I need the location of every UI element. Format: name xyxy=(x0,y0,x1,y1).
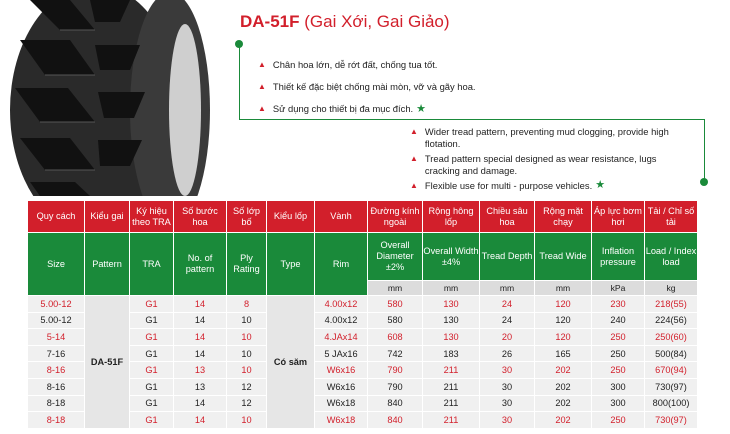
cell-pressure: 250 xyxy=(592,329,645,346)
cell-ply: 12 xyxy=(227,395,267,412)
unit-pressure: kPa xyxy=(592,281,645,296)
cell-no-pattern: 14 xyxy=(174,312,227,329)
cell-diameter: 790 xyxy=(368,378,423,395)
cell-wide: 202 xyxy=(535,362,592,379)
type-merged-cell: Có săm xyxy=(267,296,315,429)
unit-depth: mm xyxy=(480,281,535,296)
cell-depth: 30 xyxy=(480,378,535,395)
cell-no-pattern: 14 xyxy=(174,345,227,362)
header-en-size: Size xyxy=(28,233,85,296)
cell-depth: 24 xyxy=(480,296,535,313)
cell-rim: 4.JAx14 xyxy=(315,329,368,346)
spec-table xyxy=(27,200,698,429)
cell-load: 670(94) xyxy=(645,362,698,379)
cell-ply: 10 xyxy=(227,329,267,346)
cell-depth: 30 xyxy=(480,395,535,412)
cell-tra: G1 xyxy=(130,296,174,313)
cell-wide: 120 xyxy=(535,296,592,313)
cell-size: 5-14 xyxy=(28,329,85,346)
spec-table-body xyxy=(28,296,698,429)
cell-load: 224(56) xyxy=(645,312,698,329)
cell-ply: 10 xyxy=(227,345,267,362)
cell-depth: 30 xyxy=(480,362,535,379)
cell-rim: W6x18 xyxy=(315,395,368,412)
cell-diameter: 840 xyxy=(368,395,423,412)
header-vi-pattern: Kiểu gai xyxy=(85,201,130,233)
cell-width: 130 xyxy=(423,329,480,346)
cell-diameter: 840 xyxy=(368,412,423,429)
cell-rim: W6x16 xyxy=(315,378,368,395)
cell-tra: G1 xyxy=(130,412,174,429)
feature-vi-2: ▲ Thiết kế đặc biệt chống mài mòn, vỡ và gãy hoa. xyxy=(258,81,476,92)
header-vi-pressure: Áp lực bơm hơi xyxy=(592,201,645,233)
unit-diameter: mm xyxy=(368,281,423,296)
cell-wide: 202 xyxy=(535,412,592,429)
cell-rim: 5 JAx16 xyxy=(315,345,368,362)
table-row xyxy=(28,296,698,313)
cell-tra: G1 xyxy=(130,312,174,329)
header-vi-depth: Chiều sâu hoa xyxy=(480,201,535,233)
red-triangle-icon: ▲ xyxy=(410,127,418,136)
cell-load: 218(55) xyxy=(645,296,698,313)
header-vi-rim: Vành xyxy=(315,201,368,233)
connector-dot-top xyxy=(235,40,243,48)
cell-depth: 24 xyxy=(480,312,535,329)
cell-wide: 165 xyxy=(535,345,592,362)
header-en-pattern: Pattern xyxy=(85,233,130,296)
cell-width: 130 xyxy=(423,296,480,313)
cell-size: 5.00-12 xyxy=(28,312,85,329)
cell-size: 8-16 xyxy=(28,362,85,379)
feature-en-1: ▲ Wider tread pattern, preventing mud clogging, provide high flotation. xyxy=(410,126,669,149)
cell-wide: 120 xyxy=(535,312,592,329)
green-star-icon: ★ xyxy=(416,103,427,115)
unit-width: mm xyxy=(423,281,480,296)
header-row-english xyxy=(28,233,698,281)
red-triangle-icon: ▲ xyxy=(410,154,418,163)
header-row-vietnamese xyxy=(28,201,698,233)
header-en-depth: Tread Depth xyxy=(480,233,535,281)
features-english xyxy=(410,126,710,196)
cell-width: 211 xyxy=(423,362,480,379)
cell-ply: 8 xyxy=(227,296,267,313)
header-en-wide: Tread Wide xyxy=(535,233,592,281)
cell-pressure: 250 xyxy=(592,412,645,429)
cell-wide: 202 xyxy=(535,378,592,395)
red-triangle-icon: ▲ xyxy=(258,82,266,91)
cell-rim: W6x16 xyxy=(315,362,368,379)
cell-tra: G1 xyxy=(130,395,174,412)
model-name: DA-51F xyxy=(240,12,300,31)
cell-no-pattern: 14 xyxy=(174,412,227,429)
cell-size: 8-18 xyxy=(28,395,85,412)
tire-image xyxy=(0,0,220,196)
cell-size: 7-16 xyxy=(28,345,85,362)
header-vi-diameter: Đường kính ngoài xyxy=(368,201,423,233)
feature-vi-1: ▲ Chân hoa lớn, dễ rớt đất, chống tua tốt. xyxy=(258,59,438,70)
cell-load: 800(100) xyxy=(645,395,698,412)
unit-wide: mm xyxy=(535,281,592,296)
connector-line-top xyxy=(239,44,241,119)
red-triangle-icon: ▲ xyxy=(258,104,266,113)
header-en-width: Overall Width ±4% xyxy=(423,233,480,281)
cell-tra: G1 xyxy=(130,378,174,395)
cell-ply: 10 xyxy=(227,412,267,429)
header-en-ply: Ply Rating xyxy=(227,233,267,296)
header-en-diameter: Overall Diameter ±2% xyxy=(368,233,423,281)
green-star-icon: ★ xyxy=(595,179,606,191)
cell-no-pattern: 13 xyxy=(174,362,227,379)
cell-depth: 26 xyxy=(480,345,535,362)
cell-width: 130 xyxy=(423,312,480,329)
cell-tra: G1 xyxy=(130,329,174,346)
cell-load: 730(97) xyxy=(645,412,698,429)
header-vi-size: Quy cách xyxy=(28,201,85,233)
cell-wide: 202 xyxy=(535,395,592,412)
cell-tra: G1 xyxy=(130,362,174,379)
header-en-type: Type xyxy=(267,233,315,296)
header-en-pressure: Inflation pressure xyxy=(592,233,645,281)
header-vi-tra: Ký hiệu theo TRA xyxy=(130,201,174,233)
header-en-rim: Rim xyxy=(315,233,368,296)
unit-load: kg xyxy=(645,281,698,296)
header-vi-type: Kiểu lốp xyxy=(267,201,315,233)
header-en-load: Load / Index load xyxy=(645,233,698,281)
header-vi-wide: Rộng mặt chạy xyxy=(535,201,592,233)
cell-size: 8-16 xyxy=(28,378,85,395)
cell-pressure: 300 xyxy=(592,378,645,395)
header-vi-width: Rộng hông lốp xyxy=(423,201,480,233)
cell-diameter: 790 xyxy=(368,362,423,379)
header-vi-ply: Số lớp bố xyxy=(227,201,267,233)
cell-ply: 12 xyxy=(227,378,267,395)
header-vi-load: Tải / Chỉ số tải xyxy=(645,201,698,233)
cell-wide: 120 xyxy=(535,329,592,346)
cell-no-pattern: 13 xyxy=(174,378,227,395)
cell-width: 211 xyxy=(423,412,480,429)
cell-no-pattern: 14 xyxy=(174,395,227,412)
header-en-no-pattern: No. of pattern xyxy=(174,233,227,296)
cell-size: 8-18 xyxy=(28,412,85,429)
cell-no-pattern: 14 xyxy=(174,329,227,346)
pattern-merged-cell: DA-51F xyxy=(85,296,130,429)
header-vi-no-pattern: Số bước hoa xyxy=(174,201,227,233)
features-vietnamese xyxy=(258,59,518,125)
cell-depth: 30 xyxy=(480,412,535,429)
cell-width: 183 xyxy=(423,345,480,362)
cell-pressure: 250 xyxy=(592,345,645,362)
feature-vi-3: ▲ Sử dụng cho thiết bị đa mục đích. ★ xyxy=(258,103,427,115)
cell-depth: 20 xyxy=(480,329,535,346)
cell-pressure: 240 xyxy=(592,312,645,329)
red-triangle-icon: ▲ xyxy=(258,60,266,69)
cell-pressure: 230 xyxy=(592,296,645,313)
cell-size: 5.00-12 xyxy=(28,296,85,313)
cell-pressure: 300 xyxy=(592,395,645,412)
cell-diameter: 580 xyxy=(368,312,423,329)
cell-width: 211 xyxy=(423,395,480,412)
cell-rim: 4.00x12 xyxy=(315,312,368,329)
cell-no-pattern: 14 xyxy=(174,296,227,313)
cell-load: 500(84) xyxy=(645,345,698,362)
cell-diameter: 742 xyxy=(368,345,423,362)
cell-rim: 4.00x12 xyxy=(315,296,368,313)
cell-tra: G1 xyxy=(130,345,174,362)
model-subtitle: (Gai Xới, Gai Giảo) xyxy=(304,12,450,31)
cell-width: 211 xyxy=(423,378,480,395)
cell-ply: 10 xyxy=(227,362,267,379)
red-triangle-icon: ▲ xyxy=(410,181,418,190)
header-en-tra: TRA xyxy=(130,233,174,296)
cell-ply: 10 xyxy=(227,312,267,329)
cell-rim: W6x18 xyxy=(315,412,368,429)
feature-en-2: ▲ Tread pattern special designed as wear resistance, lugs cracking and damage. xyxy=(410,153,657,176)
cell-pressure: 250 xyxy=(592,362,645,379)
cell-diameter: 608 xyxy=(368,329,423,346)
cell-diameter: 580 xyxy=(368,296,423,313)
feature-en-3: ▲ Flexible use for multi - purpose vehicles. ★ xyxy=(410,179,606,191)
product-title xyxy=(240,12,450,32)
cell-load: 730(97) xyxy=(645,378,698,395)
cell-load: 250(60) xyxy=(645,329,698,346)
